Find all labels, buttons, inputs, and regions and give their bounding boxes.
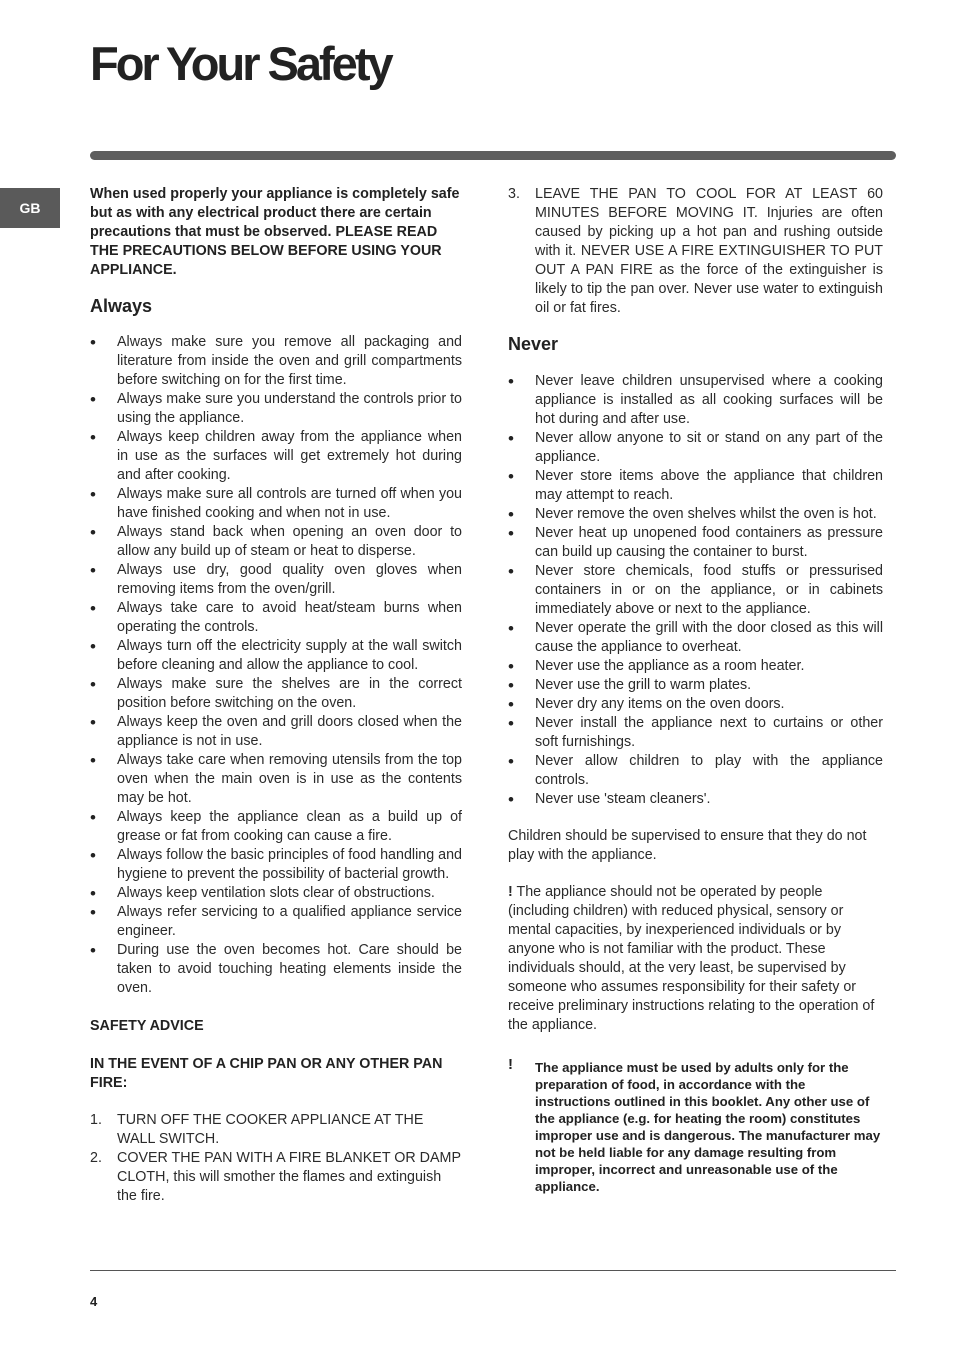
- pan-fire-heading: IN THE EVENT OF A CHIP PAN OR ANY OTHER PAN FIRE:: [90, 1056, 443, 1091]
- safety-advice-heading: SAFETY ADVICE: [90, 1018, 204, 1034]
- never-item: • Never use 'steam cleaners'.: [508, 790, 883, 809]
- never-item: • Never leave children unsupervised where a cooking appliance is installed as all cooking surfaces will be hot during and after use.: [508, 372, 883, 429]
- footer-divider: [90, 1270, 896, 1271]
- warning-icon: !: [508, 884, 513, 900]
- language-tab: GB: [0, 188, 60, 228]
- never-list: [508, 372, 883, 809]
- always-item: • Always stand back when opening an oven door to allow any build up of steam or heat to disperse.: [90, 523, 462, 561]
- never-item: • Never heat up unopened food containers as pressure can build up causing the container to burst.: [508, 524, 883, 562]
- warning-icon: !: [508, 1056, 513, 1073]
- never-item: • Never dry any items on the oven doors.: [508, 695, 883, 714]
- pan-fire-steps-continued: [508, 185, 883, 318]
- never-item: • Never store chemicals, food stuffs or pressurised containers in or on the appliance, or in cabinets immediately above or next to the appliance.: [508, 562, 883, 619]
- never-heading: Never: [508, 334, 559, 354]
- step-number: 3.: [508, 186, 520, 202]
- always-item: • Always make sure you understand the controls prior to using the appliance.: [90, 390, 462, 428]
- always-item: • Always make sure the shelves are in the correct position before switching on the oven.: [90, 675, 462, 713]
- always-item: • Always keep the oven and grill doors closed when the appliance is not in use.: [90, 713, 462, 751]
- children-supervision-note: Children should be supervised to ensure that they do not play with the appliance.: [508, 828, 867, 863]
- right-column: [508, 185, 883, 1195]
- capacity-warning: [508, 883, 883, 1035]
- always-item: • Always take care when removing utensils from the top oven when the main oven is in use as the contents may be hot.: [90, 751, 462, 808]
- step-number: 1.: [90, 1112, 102, 1128]
- always-item: • During use the oven becomes hot. Care should be taken to avoid touching heating elements inside the oven.: [90, 941, 462, 998]
- always-item: • Always keep the appliance clean as a build up of grease or fat from cooking can cause a fire.: [90, 808, 462, 846]
- always-item: • Always keep children away from the appliance when in use as the surfaces will get extremely hot during and after cooking.: [90, 428, 462, 485]
- step-text: COVER THE PAN WITH A FIRE BLANKET OR DAMP CLOTH, this will smother the flames and extinguish the fire.: [117, 1150, 461, 1204]
- intro-text: When used properly your appliance is completely safe but as with any electrical product there are certain precautions that must be observed. PLEASE READ THE PRECAUTIONS BELOW BEFORE USING YOUR APPLIANCE.: [90, 186, 460, 278]
- never-item: • Never remove the oven shelves whilst the oven is hot.: [508, 505, 883, 524]
- step-text: TURN OFF THE COOKER APPLIANCE AT THE WALL SWITCH.: [117, 1112, 424, 1147]
- never-item: • Never use the appliance as a room heater.: [508, 657, 883, 676]
- always-item: • Always use dry, good quality oven gloves when removing items from the oven/grill.: [90, 561, 462, 599]
- capacity-warning-text: The appliance should not be operated by people (including children) with reduced physical, sensory or mental capacities, by inexperienced individuals or by anyone who is not familiar with the product. These individuals should, at the very least, be supervised by someone who assumes responsibility for their safety or receive preliminary instructions relating to the operation of the appliance.: [508, 884, 875, 1033]
- never-item: • Never allow children to play with the appliance controls.: [508, 752, 883, 790]
- never-item: • Never operate the grill with the door closed as this will cause the appliance to overheat.: [508, 619, 883, 657]
- always-list: [90, 333, 462, 998]
- always-item: • Always take care to avoid heat/steam burns when operating the controls.: [90, 599, 462, 637]
- page-title: For Your Safety: [90, 37, 391, 90]
- intended-use-notice: [508, 1056, 883, 1195]
- pan-fire-steps: [90, 1111, 462, 1206]
- page-number: 4: [90, 1294, 98, 1309]
- title-divider: [90, 151, 896, 160]
- pan-fire-step: [90, 1111, 462, 1149]
- never-item: • Never store items above the appliance that children may attempt to reach.: [508, 467, 883, 505]
- pan-fire-step: [90, 1149, 462, 1206]
- always-heading: Always: [90, 296, 153, 316]
- step-number: 2.: [90, 1150, 102, 1166]
- never-item: • Never use the grill to warm plates.: [508, 676, 883, 695]
- never-item: • Never allow anyone to sit or stand on any part of the appliance.: [508, 429, 883, 467]
- always-item: • Always refer servicing to a qualified appliance service engineer.: [90, 903, 462, 941]
- always-item: • Always make sure all controls are turned off when you have finished cooking and when not in use.: [90, 485, 462, 523]
- intended-use-text: The appliance must be used by adults only for the preparation of food, in accordance with the instructions outlined in this booklet. Any other use of the appliance (e.g. for heating the room) constitutes improper use and is dangerous. The manufacturer may not be held liable for any damage resulting from improper, incorrect and unreasonable use of the appliance.: [535, 1060, 881, 1194]
- always-item: • Always turn off the electricity supply at the wall switch before cleaning and allow the appliance to cool.: [90, 637, 462, 675]
- left-column: [90, 185, 462, 1206]
- pan-fire-step: [508, 185, 883, 318]
- always-item: • Always follow the basic principles of food handling and hygiene to prevent the possibility of bacterial growth.: [90, 846, 462, 884]
- step-text: LEAVE THE PAN TO COOL FOR AT LEAST 60 MINUTES BEFORE MOVING IT. Injuries are often caused by picking up a hot pan and rushing outside with it. NEVER USE A FIRE EXTINGUISHER TO PUT OUT A PAN FIRE as the force of the extinguisher is likely to tip the pan over. Never use water to extinguish oil or fat fires.: [535, 186, 883, 316]
- always-item: • Always make sure you remove all packaging and literature from inside the oven and grill compartments before switching on for the first time.: [90, 333, 462, 390]
- never-item: • Never install the appliance next to curtains or other soft furnishings.: [508, 714, 883, 752]
- always-item: • Always keep ventilation slots clear of obstructions.: [90, 884, 462, 903]
